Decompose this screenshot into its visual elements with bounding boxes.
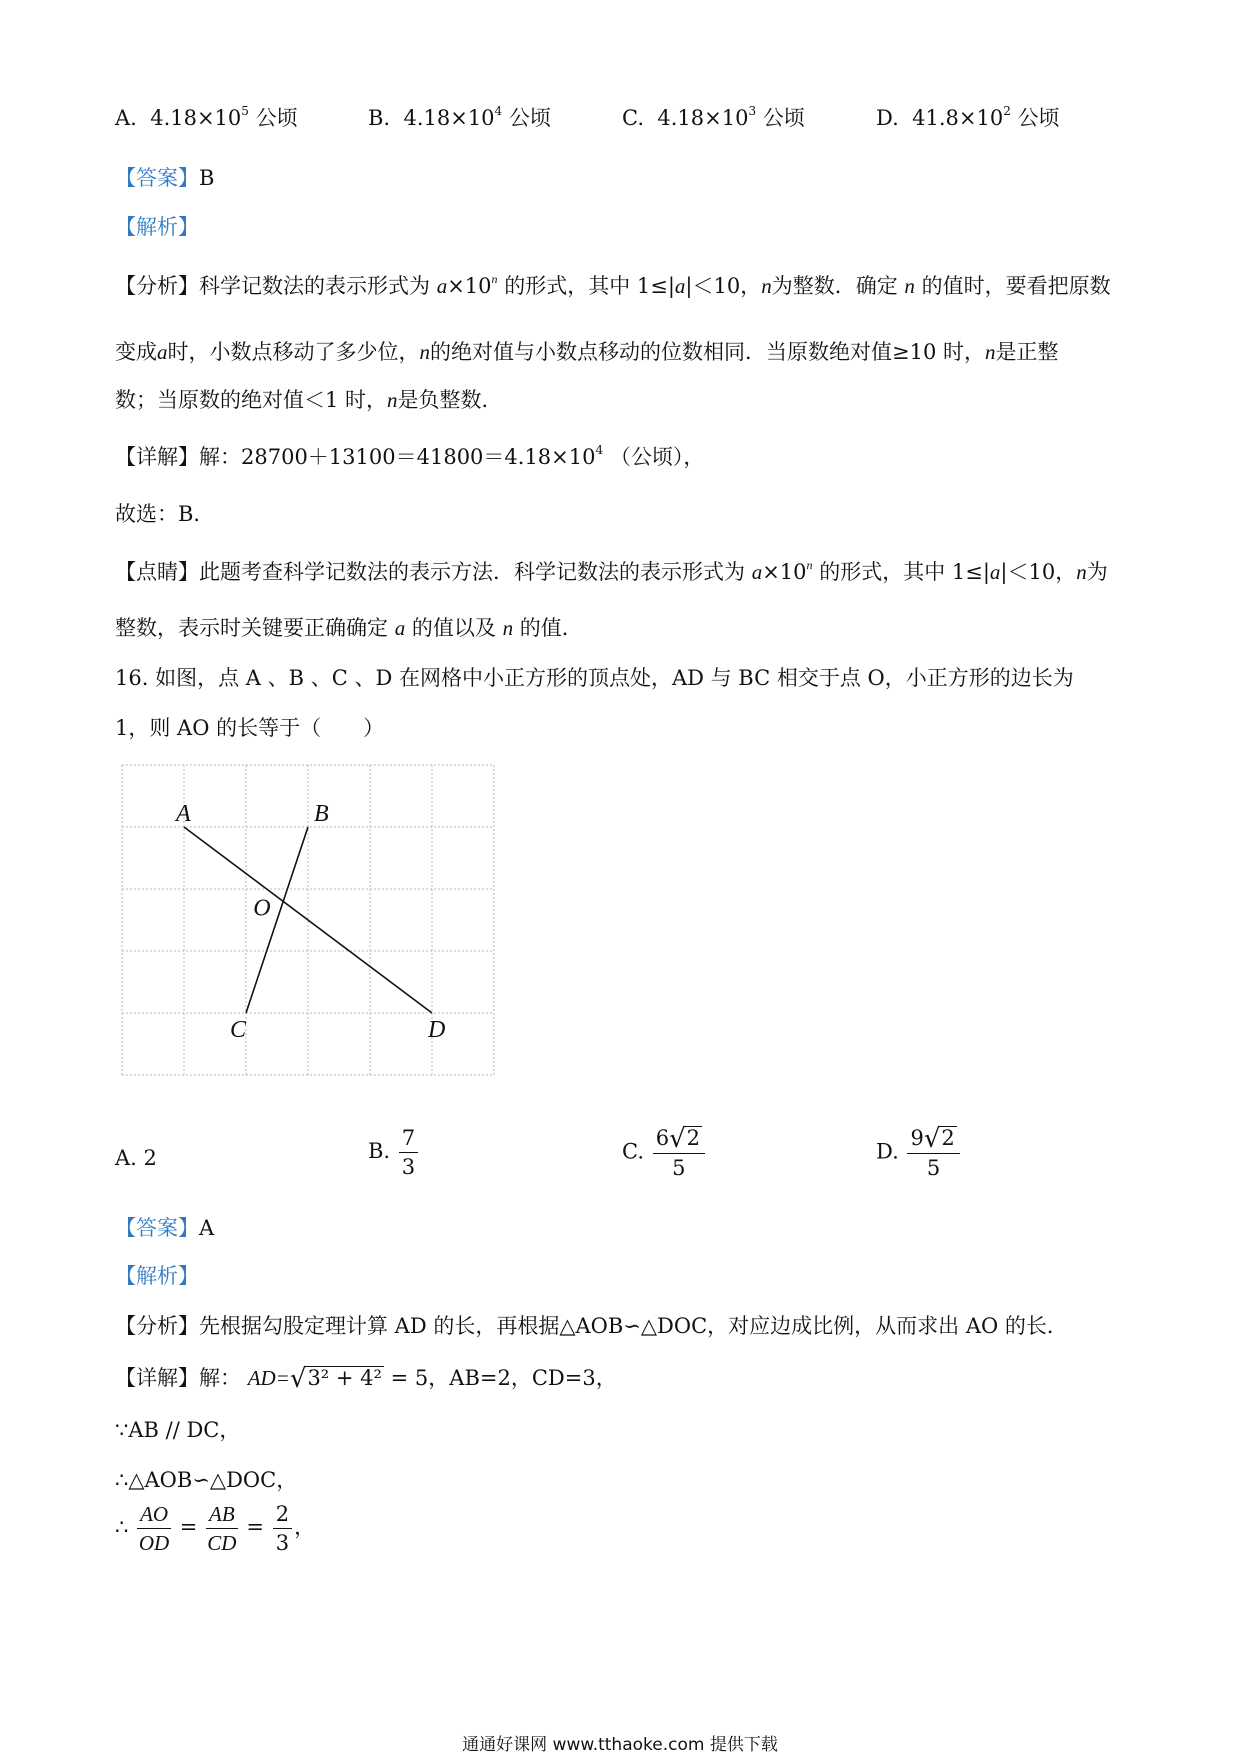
point-label-B: B (314, 801, 329, 827)
fraction: $\frac{2}{3}$ (273, 1500, 292, 1557)
point-label-D: D (428, 1017, 446, 1043)
prev-xiangjie: 【详解】解：$28700+13100=41800=4.18\times 10^4$ （公顷）， (115, 443, 705, 469)
prev-fenxi-line1: 【分析】科学记数法的表示形式为 $a\times 10^n$ 的形式，其中 1≤|a|＜10，n为整数．确定 n 的值时，要看把原数 (115, 272, 1111, 298)
point-label-O: O (253, 895, 271, 922)
prev-analysis-tag: 【解析】 (115, 215, 199, 239)
q16-option-a: A. 2 (115, 1146, 157, 1170)
q16-answer: 【答案】A (115, 1216, 215, 1240)
prev-option-a: A. $4.18\times 10^5$ 公顷 (115, 104, 298, 130)
prev-option-d: D. $41.8\times 10^2$ 公顷 (876, 104, 1060, 130)
q16-option-b: B. $\frac{7}{3}$ (368, 1124, 420, 1181)
q16-because: ∵AB // DC， (115, 1418, 241, 1442)
q16-stem-line2: 1，则 AO 的长等于（ ） (115, 716, 385, 740)
fraction: $\frac{AB}{CD}$ (207, 1502, 237, 1555)
prev-option-b: B. $4.18\times 10^4$ 公顷 (368, 104, 551, 130)
prev-fenxi-line2: 变成a时，小数点移动了多少位，n的绝对值与小数点移动的位数相同．当原数绝对值≥10 时，n是正整 (115, 340, 1059, 364)
answer-tag: 【答案】 (115, 166, 199, 190)
q16-xiangjie: 【详解】解： AD=√3² + 4² = 5，AB=2，CD=3， (115, 1364, 617, 1394)
prev-answer: 【答案】B (115, 166, 215, 190)
q16-stem-line1: 16. 如图，点 A 、B 、C 、D 在网格中小正方形的顶点处，AD 与 BC 相交于点 O，小正方形的边长为 (115, 666, 1074, 690)
q16-analysis-tag: 【解析】 (115, 1264, 199, 1288)
prev-dianjing-line1: 【点睛】此题考查科学记数法的表示方法．科学记数法的表示形式为 $a\times 10^n$ 的形式，其中 1≤|a|＜10，n为 (115, 558, 1108, 584)
q16-grid-figure (100, 755, 520, 1095)
fraction: $\frac{9√2}{5}$ (907, 1124, 959, 1182)
q16-fenxi: 【分析】先根据勾股定理计算 AD 的长，再根据△AOB∽△DOC，对应边成比例，从而求出 AO 的长． (115, 1314, 1068, 1338)
q16-option-d: D. $\frac{9√2}{5}$ (876, 1124, 962, 1182)
q16-option-c: C. $\frac{6√2}{5}$ (622, 1124, 707, 1182)
point-label-A: A (176, 801, 191, 827)
fraction: $\frac{AO}{OD}$ (138, 1502, 170, 1555)
q16-therefore1: ∴△AOB∽△DOC， (115, 1468, 298, 1492)
q16-therefore2: ∴ $\frac{AO}{OD}$ = $\frac{AB}{CD}$ = $\frac{2}{3}$ ， (115, 1502, 316, 1555)
prev-option-c: C. $4.18\times 10^3$ 公顷 (622, 104, 805, 130)
prev-guxuan: 故选：B． (115, 502, 215, 526)
point-label-C: C (230, 1017, 247, 1043)
prev-dianjing-line2: 整数，表示时关键要正确确定 a 的值以及 n 的值． (115, 616, 583, 640)
fraction: $\frac{6√2}{5}$ (653, 1124, 705, 1182)
fraction: $\frac{7}{3}$ (399, 1124, 418, 1181)
footer-watermark: 通通好课网 www.tthaoke.com 提供下载 (462, 1735, 778, 1755)
prev-fenxi-line3: 数；当原数的绝对值＜1 时，n是负整数． (115, 388, 503, 412)
